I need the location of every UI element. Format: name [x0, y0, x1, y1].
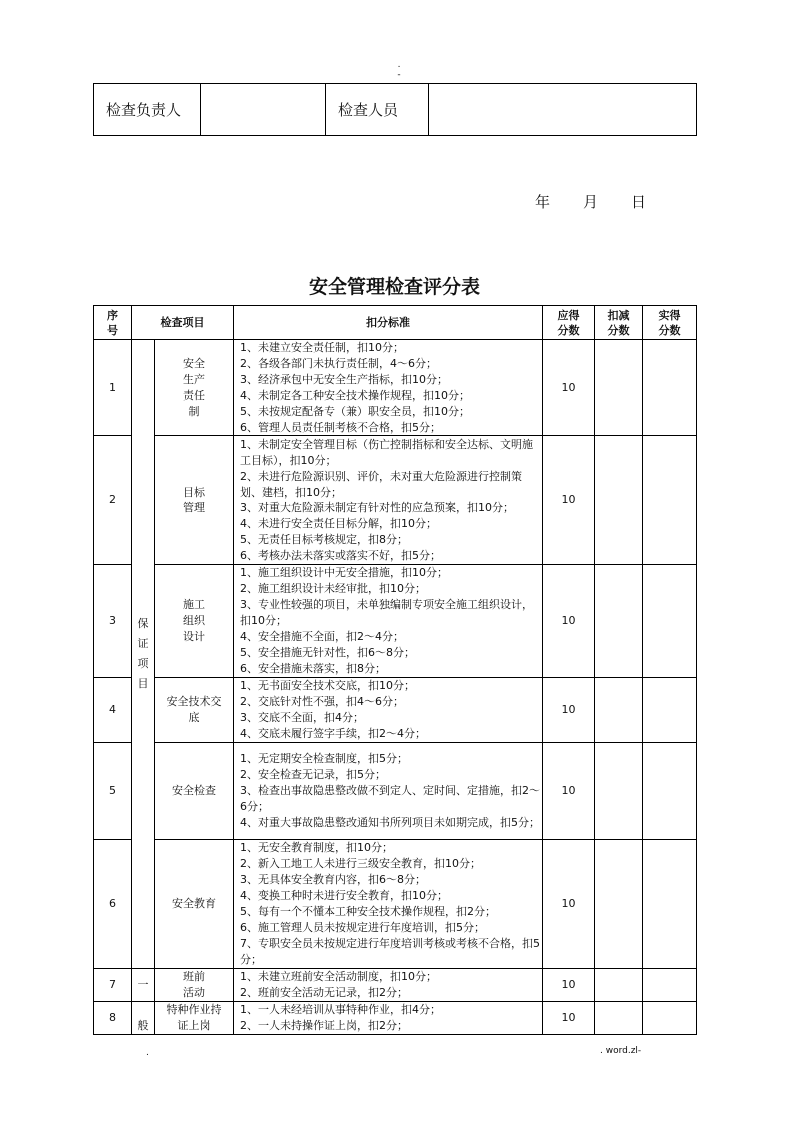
col-seq-header: 序号: [94, 306, 132, 340]
row-actual-score[interactable]: [643, 742, 697, 839]
header-dash: -: [397, 70, 401, 80]
footer-right-mark: . word.zl-: [600, 1046, 642, 1056]
date-month: 月: [583, 193, 599, 211]
group-general-bottom: 般: [132, 1001, 155, 1034]
row-seq: 5: [94, 742, 132, 839]
table-row: [94, 742, 697, 839]
group-general-top: 一: [132, 968, 155, 1001]
col-criteria-header: 扣分标准: [234, 306, 543, 340]
row-criteria: 1、一人未经培训从事特种作业，扣4分； 2、一人未持操作证上岗，扣2分；: [234, 1001, 543, 1034]
row-due-score: 10: [543, 340, 595, 436]
row-criteria: 1、施工组织设计中无安全措施，扣10分； 2、施工组织设计未经审批，扣10分； 3、专业性较强的项目，未单独编制专项安全施工组织设计，扣10分； 4、安全措施不全面，扣2～4分； 5、安全措施无针对性，扣6～8分； 6、安全措施未落实，扣8分；: [234, 565, 543, 677]
col-due-header: 应得分数: [543, 306, 595, 340]
row-criteria: 1、未建立班前安全活动制度，扣10分； 2、班前安全活动无记录，扣2分；: [234, 968, 543, 1001]
row-actual-score[interactable]: [643, 1001, 697, 1034]
row-due-score: 10: [543, 436, 595, 565]
row-due-score: 10: [543, 677, 595, 742]
row-item-name: 特种作业持 证上岗: [155, 1001, 234, 1034]
row-seq: 3: [94, 565, 132, 677]
row-deduct-score[interactable]: [595, 968, 643, 1001]
group-guarantee-items: [132, 340, 155, 969]
inspector-table: [93, 83, 697, 136]
row-deduct-score[interactable]: [595, 677, 643, 742]
row-actual-score[interactable]: [643, 839, 697, 968]
row-seq: 4: [94, 677, 132, 742]
col-deduct-header: 扣减分数: [595, 306, 643, 340]
table-row: [94, 968, 697, 1001]
row-item-name: 安全检查: [155, 742, 234, 839]
table-row: [94, 677, 697, 742]
group-char: 项: [137, 656, 149, 670]
row-due-score: 10: [543, 1001, 595, 1034]
row-deduct-score[interactable]: [595, 839, 643, 968]
inspector-value[interactable]: [429, 84, 697, 136]
table-row: [94, 1001, 697, 1034]
group-char: 保: [137, 616, 149, 630]
row-seq: 7: [94, 968, 132, 1001]
row-item-name: 安全 生产 责任 制: [155, 340, 234, 436]
date-year: 年: [535, 193, 551, 211]
row-deduct-score[interactable]: [595, 1001, 643, 1034]
row-seq: 6: [94, 839, 132, 968]
table-row: [94, 565, 697, 677]
group-char: 证: [137, 636, 149, 650]
row-deduct-score[interactable]: [595, 742, 643, 839]
row-due-score: 10: [543, 839, 595, 968]
row-item-name: 安全教育: [155, 839, 234, 968]
row-actual-score[interactable]: [643, 968, 697, 1001]
row-item-name: 班前 活动: [155, 968, 234, 1001]
row-due-score: 10: [543, 742, 595, 839]
header-dot: .: [397, 60, 401, 70]
table-row: [94, 839, 697, 968]
row-deduct-score[interactable]: [595, 340, 643, 436]
inspector-label: 检查人员: [326, 84, 429, 136]
row-criteria: 1、无安全教育制度，扣10分； 2、新入工地工人未进行三级安全教育，扣10分； 3、无具体安全教育内容，扣6～8分； 4、变换工种时未进行安全教育，扣10分； 5、每有一个不懂本工种安全技术操作规程，扣2分； 6、施工管理人员未按规定进行年度培训，扣5分； 7、专职安全员未按规定进行年度培训考核或考核不合格，扣5分；: [234, 839, 543, 968]
row-criteria: 1、无定期安全检查制度，扣5分； 2、安全检查无记录，扣5分； 3、检查出事故隐患整改做不到定人、定时间、定措施，扣2～6分； 4、对重大事故隐患整改通知书所列项目未如期完成，扣5分；: [234, 742, 543, 839]
row-item-name: 目标 管理: [155, 436, 234, 565]
row-actual-score[interactable]: [643, 340, 697, 436]
footer-left-mark: .: [146, 1048, 149, 1058]
row-actual-score[interactable]: [643, 436, 697, 565]
group-char: 目: [137, 676, 149, 690]
score-table: [93, 305, 697, 1035]
date-day: 日: [631, 193, 647, 211]
col-actual-header: 实得分数: [643, 306, 697, 340]
row-seq: 8: [94, 1001, 132, 1034]
row-due-score: 10: [543, 968, 595, 1001]
row-actual-score[interactable]: [643, 677, 697, 742]
header-mark: [394, 60, 404, 80]
row-due-score: 10: [543, 565, 595, 677]
row-criteria: 1、无书面安全技术交底，扣10分； 2、交底针对性不强，扣4～6分； 3、交底不全面，扣4分； 4、交底未履行签字手续，扣2～4分；: [234, 677, 543, 742]
row-criteria: 1、未制定安全管理目标（伤亡控制指标和安全达标、文明施工目标），扣10分； 2、未进行危险源识别、评价，未对重大危险源进行控制策划、建档，扣10分； 3、对重大危险源未制定有针对性的应急预案，扣10分； 4、未进行安全责任目标分解，扣10分； 5、无责任目标考核规定，扣8分； 6、考核办法未落实或落实不好，扣5分；: [234, 436, 543, 565]
row-item-name: 安全技术交 底: [155, 677, 234, 742]
row-item-name: 施工 组织 设计: [155, 565, 234, 677]
table-row: [94, 436, 697, 565]
page-title: 安全管理检查评分表: [308, 276, 480, 298]
row-actual-score[interactable]: [643, 565, 697, 677]
inspection-leader-label: 检查负责人: [94, 84, 201, 136]
row-criteria: 1、未建立安全责任制，扣10分； 2、各级各部门未执行责任制，4～6分； 3、经济承包中无安全生产指标，扣10分； 4、未制定各工种安全技术操作规程，扣10分； 5、未按规定配备专（兼）职安全员，扣10分； 6、管理人员责任制考核不合格，扣5分；: [234, 340, 543, 436]
col-item-header: 检查项目: [132, 306, 234, 340]
row-seq: 2: [94, 436, 132, 565]
inspection-leader-value[interactable]: [201, 84, 326, 136]
header-row: [94, 306, 697, 340]
row-deduct-score[interactable]: [595, 565, 643, 677]
row-seq: 1: [94, 340, 132, 436]
table-row: [94, 340, 697, 436]
row-deduct-score[interactable]: [595, 436, 643, 565]
